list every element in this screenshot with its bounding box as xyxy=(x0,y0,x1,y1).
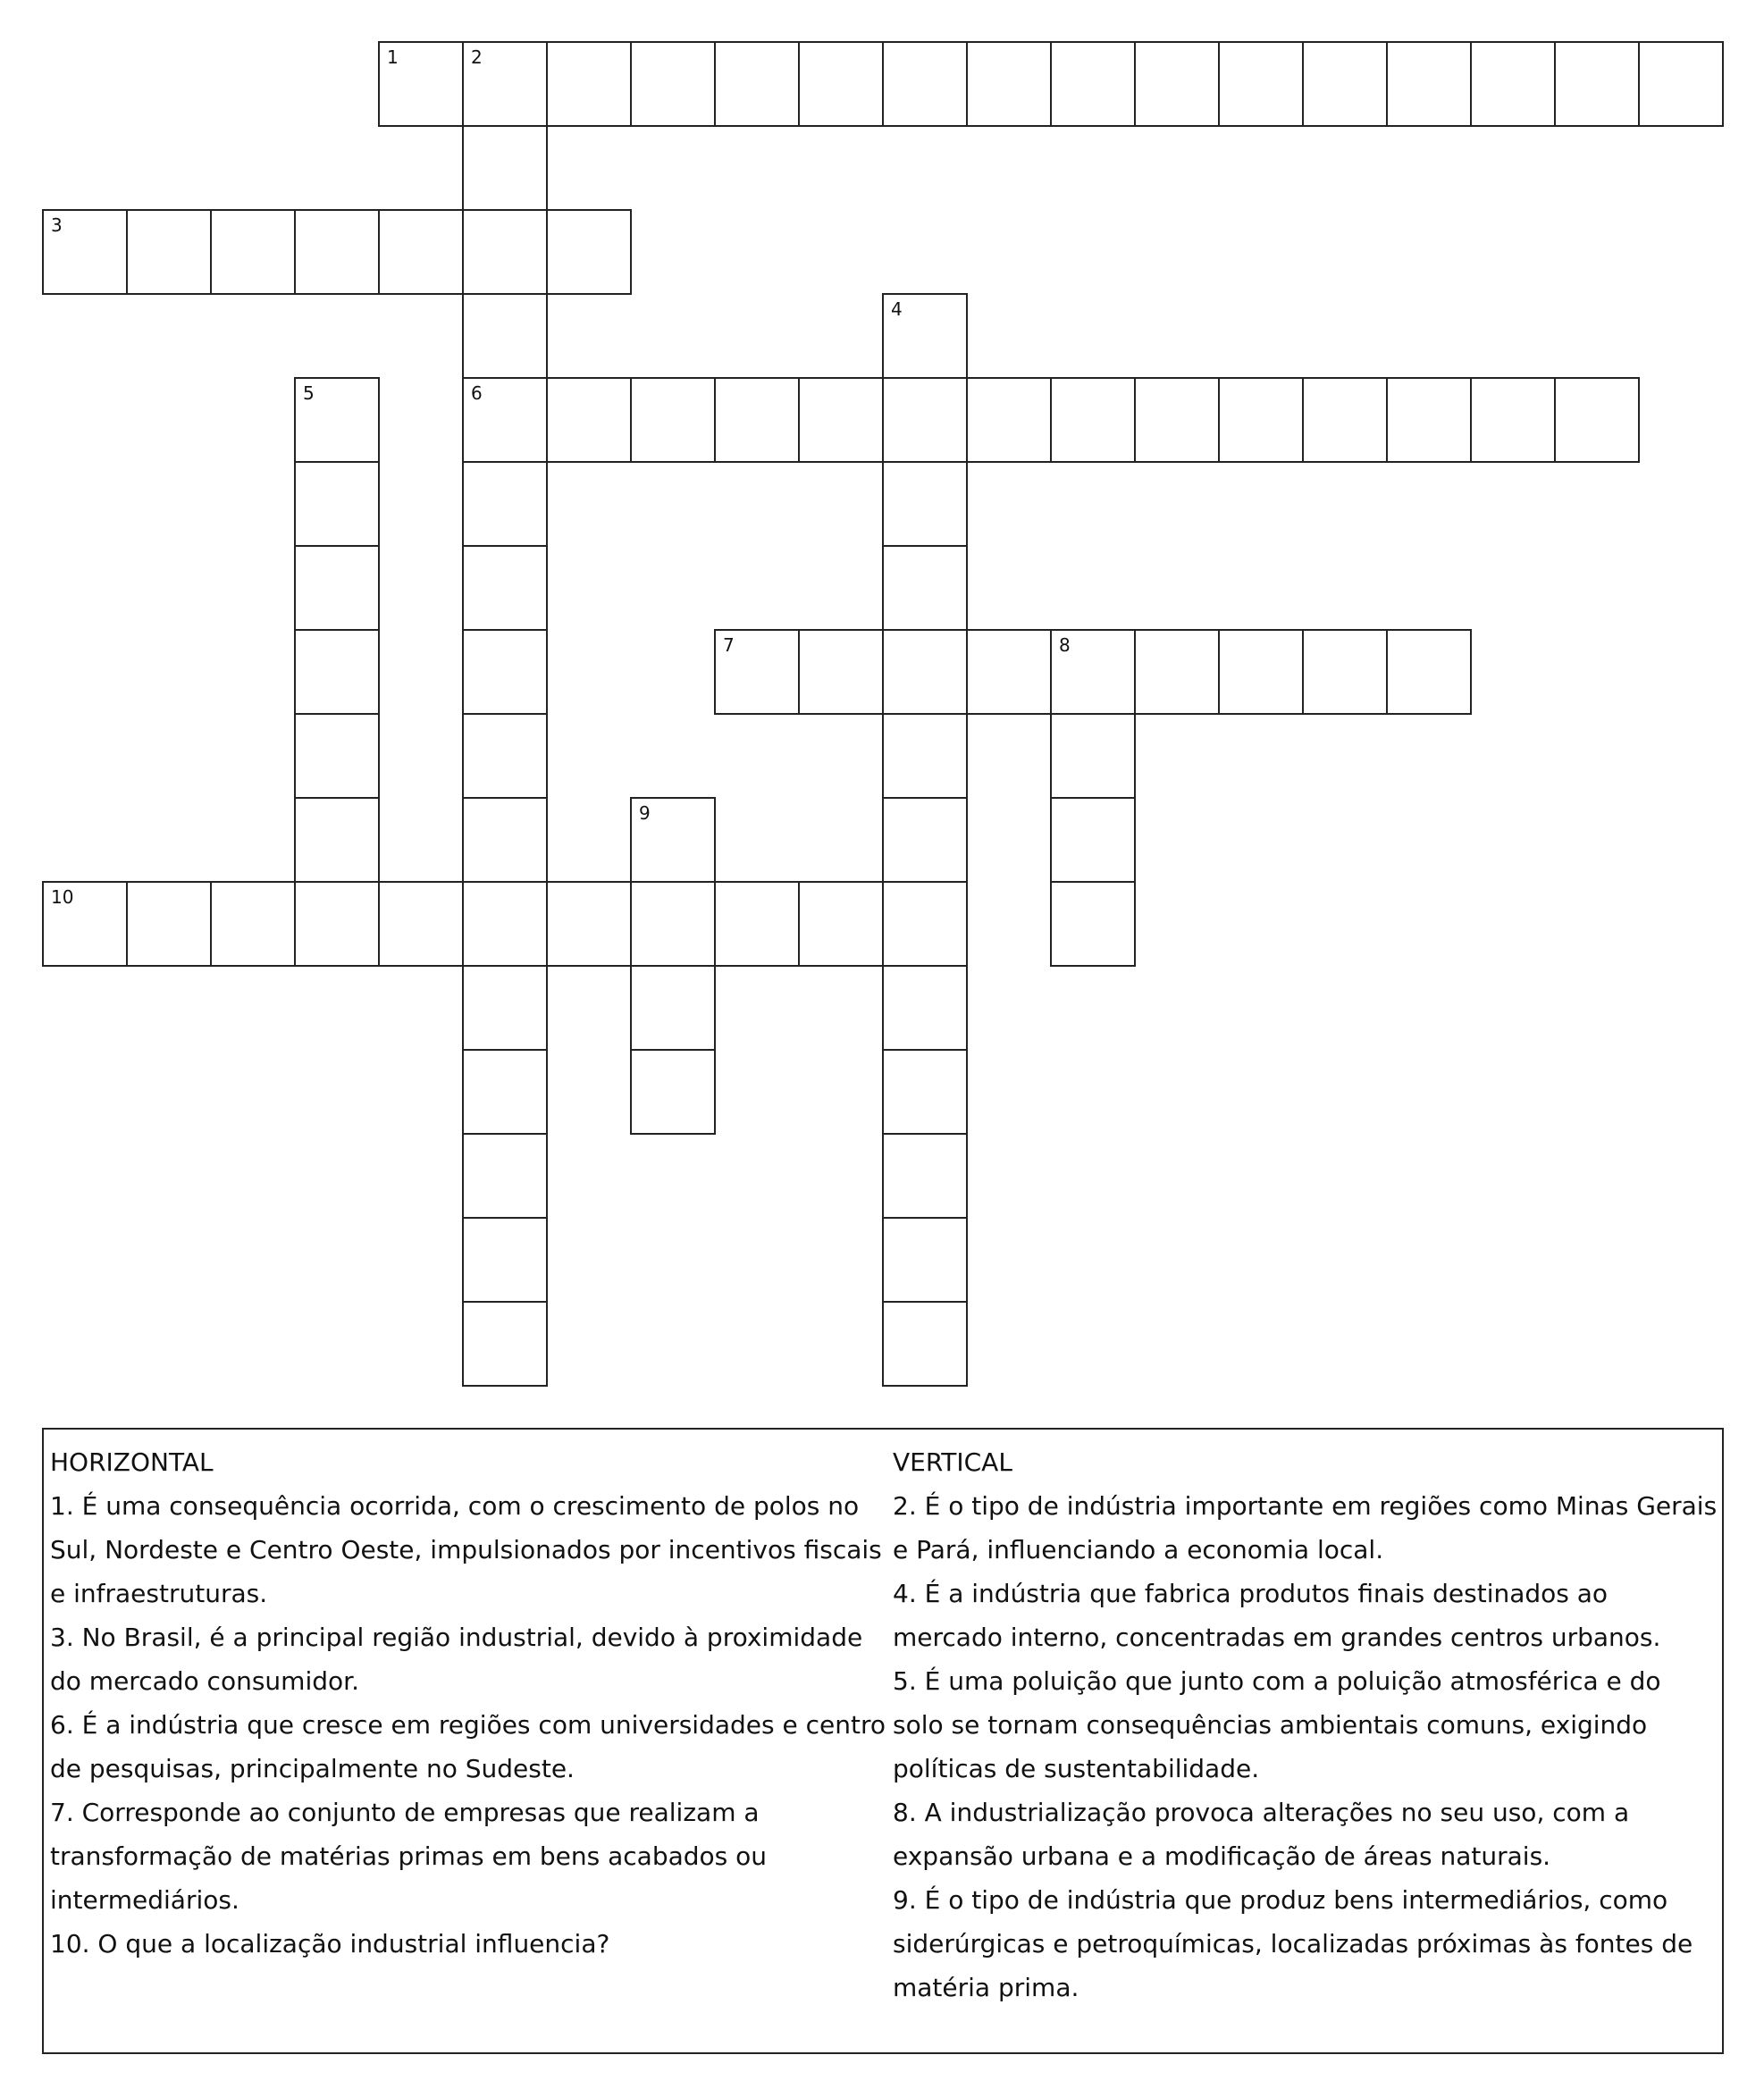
grid-cell[interactable] xyxy=(462,1301,548,1387)
grid-cell[interactable] xyxy=(462,209,548,295)
grid-cell[interactable] xyxy=(294,377,380,463)
clue-across-7: 7. Corresponde ao conjunto de empresas que realizam a transformação de matérias primas em bens acabados ou intermediários. xyxy=(50,1798,768,1915)
grid-cell[interactable] xyxy=(1050,377,1136,463)
clue-down-9: 9. É o tipo de indústria que produz bens intermediários, como siderúrgicas e petroquímicas, localizadas próximas às fontes de matéria prima. xyxy=(893,1885,1693,2002)
grid-cell[interactable] xyxy=(882,41,968,127)
grid-cell[interactable] xyxy=(462,461,548,547)
grid-cell[interactable] xyxy=(714,377,800,463)
grid-cell[interactable] xyxy=(462,713,548,799)
grid-cell[interactable] xyxy=(462,629,548,715)
vertical-heading: VERTICAL xyxy=(893,1447,1012,1477)
grid-cell[interactable] xyxy=(630,797,716,883)
grid-cell[interactable] xyxy=(1386,41,1472,127)
grid-cell[interactable] xyxy=(126,881,212,967)
grid-cell[interactable] xyxy=(1302,629,1388,715)
grid-cell[interactable] xyxy=(1050,797,1136,883)
grid-cell[interactable] xyxy=(882,293,968,379)
grid-cell[interactable] xyxy=(1554,41,1640,127)
horizontal-heading: HORIZONTAL xyxy=(50,1447,214,1477)
grid-cell[interactable] xyxy=(378,881,464,967)
grid-cell[interactable] xyxy=(1134,629,1220,715)
grid-cell[interactable] xyxy=(210,209,296,295)
grid-cell[interactable] xyxy=(798,629,884,715)
grid-cell[interactable] xyxy=(462,881,548,967)
grid-cell[interactable] xyxy=(630,377,716,463)
grid-cell[interactable] xyxy=(798,377,884,463)
vertical-clues xyxy=(893,1440,1719,2009)
clue-number: 5 xyxy=(303,382,315,404)
grid-cell[interactable] xyxy=(882,1049,968,1135)
clue-across-10: 10. O que a localização industrial influencia? xyxy=(50,1929,610,1959)
clue-number: 7 xyxy=(723,634,735,656)
clue-down-4: 4. É a indústria que fabrica produtos finais destinados ao mercado interno, concentradas em grandes centros urbanos. xyxy=(893,1579,1661,1652)
grid-cell[interactable] xyxy=(462,1133,548,1219)
grid-cell[interactable] xyxy=(1386,377,1472,463)
grid-cell[interactable] xyxy=(714,881,800,967)
grid-cell[interactable] xyxy=(1218,377,1304,463)
grid-cell[interactable] xyxy=(42,209,128,295)
grid-cell[interactable] xyxy=(1218,629,1304,715)
horizontal-clues xyxy=(50,1440,899,1966)
clues-box xyxy=(42,1428,1724,2054)
grid-cell[interactable] xyxy=(294,461,380,547)
grid-cell[interactable] xyxy=(462,1049,548,1135)
grid-cell[interactable] xyxy=(1050,713,1136,799)
clue-number: 8 xyxy=(1059,634,1071,656)
grid-cell[interactable] xyxy=(462,545,548,631)
grid-cell[interactable] xyxy=(630,41,716,127)
grid-cell[interactable] xyxy=(798,41,884,127)
grid-cell[interactable] xyxy=(294,881,380,967)
grid-cell[interactable] xyxy=(294,713,380,799)
grid-cell[interactable] xyxy=(714,41,800,127)
clue-across-1: 1. É uma consequência ocorrida, com o crescimento de polos no Sul, Nordeste e Centro Oeste, impulsionados por incentivos fiscais e infraestruturas. xyxy=(50,1491,882,1608)
grid-cell[interactable] xyxy=(1470,377,1556,463)
grid-cell[interactable] xyxy=(966,377,1052,463)
clue-down-2: 2. É o tipo de indústria importante em regiões como Minas Gerais e Pará, influenciando a economia local. xyxy=(893,1491,1718,1564)
grid-cell[interactable] xyxy=(1470,41,1556,127)
clue-number: 6 xyxy=(471,382,483,404)
grid-cell[interactable] xyxy=(966,41,1052,127)
clue-across-6: 6. É a indústria que cresce em regiões com universidades e centro de pesquisas, principalmente no Sudeste. xyxy=(50,1710,886,1783)
grid-cell[interactable] xyxy=(714,629,800,715)
grid-cell[interactable] xyxy=(882,629,968,715)
grid-cell[interactable] xyxy=(462,965,548,1051)
clue-number: 4 xyxy=(891,298,903,320)
grid-cell[interactable] xyxy=(546,209,632,295)
grid-cell[interactable] xyxy=(630,881,716,967)
grid-cell[interactable] xyxy=(1050,41,1136,127)
grid-cell[interactable] xyxy=(882,797,968,883)
grid-cell[interactable] xyxy=(1134,41,1220,127)
grid-cell[interactable] xyxy=(1638,41,1724,127)
grid-cell[interactable] xyxy=(1554,377,1640,463)
grid-cell[interactable] xyxy=(1134,377,1220,463)
grid-cell[interactable] xyxy=(294,545,380,631)
grid-cell[interactable] xyxy=(462,377,548,463)
clue-number: 9 xyxy=(639,802,651,824)
grid-cell[interactable] xyxy=(1302,41,1388,127)
grid-cell[interactable] xyxy=(42,881,128,967)
grid-cell[interactable] xyxy=(378,209,464,295)
grid-cell[interactable] xyxy=(966,629,1052,715)
grid-cell[interactable] xyxy=(882,377,968,463)
grid-cell[interactable] xyxy=(462,293,548,379)
grid-cell[interactable] xyxy=(882,881,968,967)
grid-cell[interactable] xyxy=(462,41,548,127)
grid-cell[interactable] xyxy=(882,1133,968,1219)
clue-number: 2 xyxy=(471,46,483,68)
grid-cell[interactable] xyxy=(882,965,968,1051)
grid-cell[interactable] xyxy=(294,209,380,295)
grid-cell[interactable] xyxy=(1050,881,1136,967)
grid-cell[interactable] xyxy=(882,1217,968,1303)
grid-cell[interactable] xyxy=(210,881,296,967)
grid-cell[interactable] xyxy=(294,629,380,715)
grid-cell[interactable] xyxy=(1218,41,1304,127)
grid-cell[interactable] xyxy=(630,965,716,1051)
grid-cell[interactable] xyxy=(126,209,212,295)
grid-cell[interactable] xyxy=(882,1301,968,1387)
grid-cell[interactable] xyxy=(1050,629,1136,715)
grid-cell[interactable] xyxy=(462,125,548,211)
grid-cell[interactable] xyxy=(798,881,884,967)
grid-cell[interactable] xyxy=(1386,629,1472,715)
clue-number: 1 xyxy=(387,46,399,68)
grid-cell[interactable] xyxy=(378,41,464,127)
grid-cell[interactable] xyxy=(546,41,632,127)
grid-cell[interactable] xyxy=(546,377,632,463)
grid-cell[interactable] xyxy=(546,881,632,967)
grid-cell[interactable] xyxy=(882,461,968,547)
clue-across-3: 3. No Brasil, é a principal região industrial, devido à proximidade do mercado consumidor. xyxy=(50,1623,863,1696)
grid-cell[interactable] xyxy=(882,545,968,631)
grid-cell[interactable] xyxy=(294,797,380,883)
clue-down-8: 8. A industrialização provoca alterações no seu uso, com a expansão urbana e a modificação de áreas naturais. xyxy=(893,1798,1630,1871)
grid-cell[interactable] xyxy=(882,713,968,799)
grid-cell[interactable] xyxy=(1302,377,1388,463)
clue-number: 3 xyxy=(51,214,63,236)
clue-number: 10 xyxy=(51,886,74,908)
grid-cell[interactable] xyxy=(462,1217,548,1303)
grid-cell[interactable] xyxy=(630,1049,716,1135)
grid-cell[interactable] xyxy=(462,797,548,883)
clue-down-5: 5. É uma poluição que junto com a poluição atmosférica e do solo se tornam consequências ambientais comuns, exigindo políticas de sustentabilidade. xyxy=(893,1666,1661,1783)
